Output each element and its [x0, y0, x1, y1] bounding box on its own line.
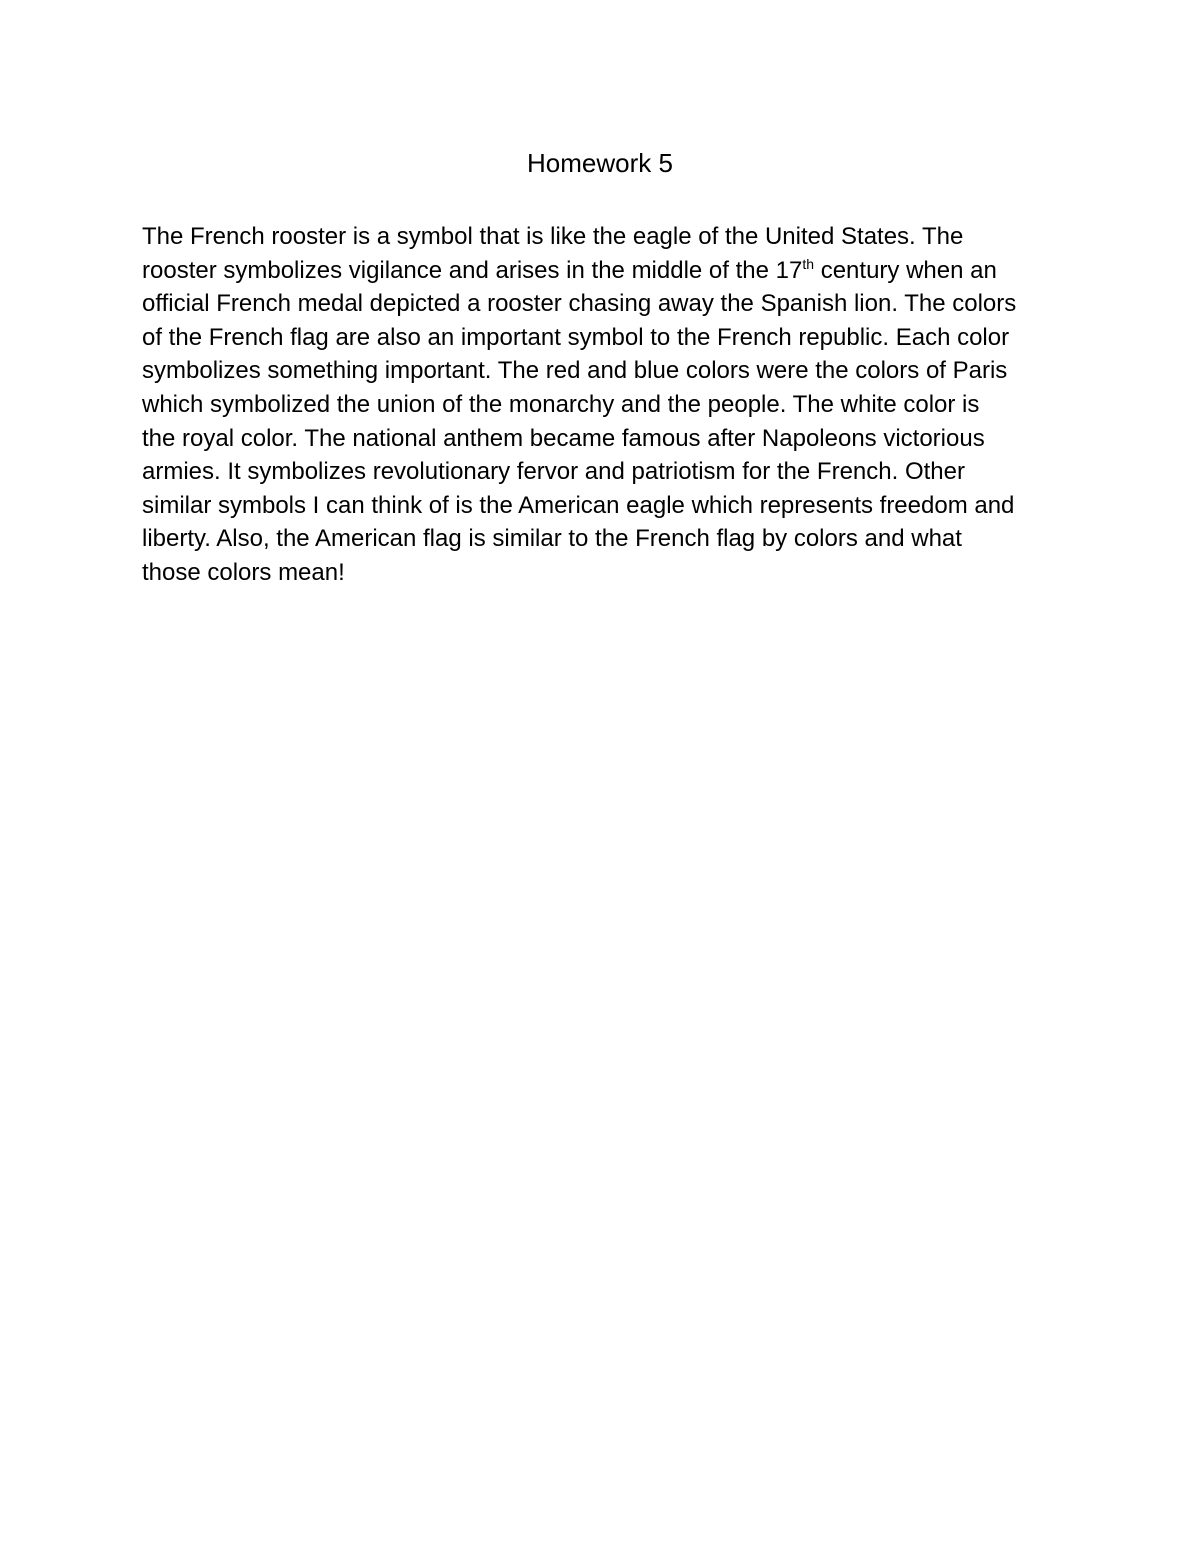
- body-line-2: [142, 254, 1072, 288]
- body-line-8: armies. It symbolizes revolutionary fervor and patriotism for the French. Other: [142, 458, 965, 486]
- document-body: [142, 220, 1072, 590]
- body-line-11: those colors mean!: [142, 558, 345, 586]
- body-line-2-before: rooster symbolizes vigilance and arises in the middle of the 17: [142, 256, 803, 284]
- body-line-5: symbolizes something important. The red and blue colors were the colors of Paris: [142, 357, 1008, 385]
- body-line-4: of the French flag are also an important symbol to the French republic. Each color: [142, 323, 1010, 351]
- body-line-1: The French rooster is a symbol that is like the eagle of the United States. The: [142, 223, 964, 250]
- body-line-9: similar symbols I can think of is the American eagle which represents freedom and: [142, 491, 1015, 519]
- body-line-6: which symbolized the union of the monarchy and the people. The white color is: [142, 390, 980, 418]
- ordinal-superscript: th: [802, 255, 815, 272]
- body-line-10: liberty. Also, the American flag is similar to the French flag by colors and what: [142, 525, 962, 553]
- body-line-2-after: century when an: [814, 256, 997, 284]
- body-line-3: official French medal depicted a rooster chasing away the Spanish lion. The colors: [142, 290, 1017, 318]
- body-line-7: the royal color. The national anthem became famous after Napoleons victorious: [142, 424, 985, 452]
- document-title: Homework 5: [527, 148, 673, 178]
